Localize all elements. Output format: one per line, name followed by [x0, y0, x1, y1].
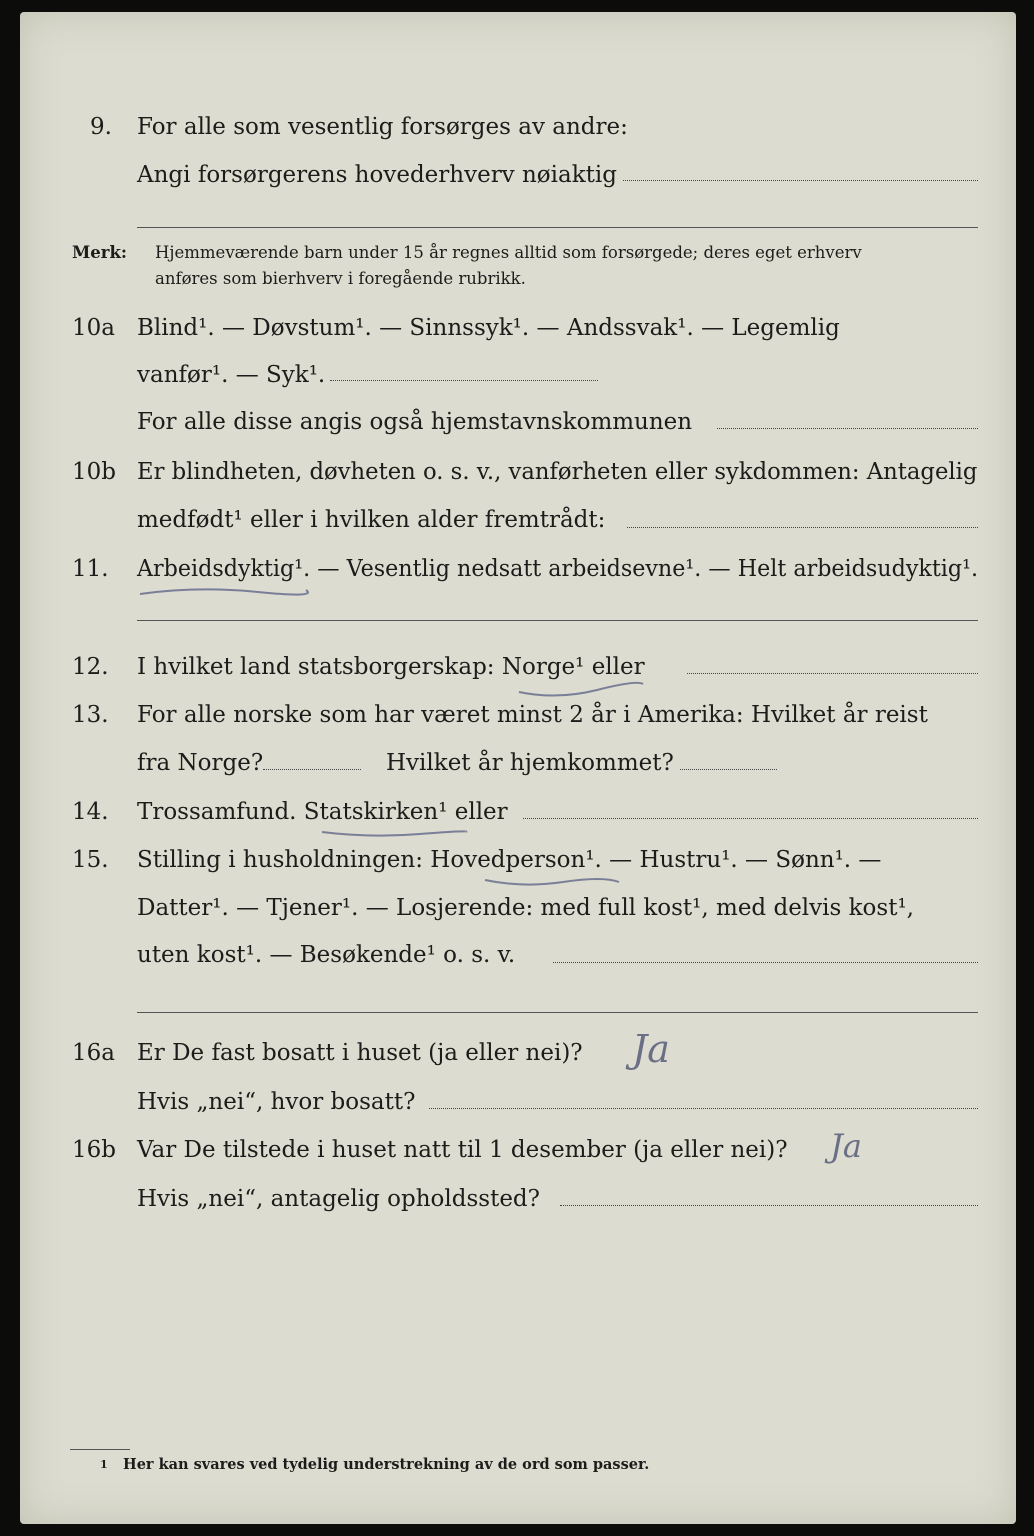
- q10a-line1: Blind¹. — Døvstum¹. — Sinnssyk¹. — Andssvak¹. — Legemlig: [137, 315, 840, 341]
- merk-line2: anføres som bierhverv i foregående rubrikk.: [155, 269, 526, 288]
- q10b-number: 10b: [72, 459, 116, 485]
- q12-handwritten-underline: [517, 678, 647, 700]
- footnote-text: Her kan svares ved tydelig understrekning av de ord som passer.: [123, 1456, 650, 1473]
- q10b-line1: Er blindheten, døvheten o. s. v., vanførheten eller sykdommen: Antagelig: [137, 459, 978, 485]
- footnote-mark: 1: [100, 1458, 108, 1471]
- merk-line1: Hjemmeværende barn under 15 år regnes alltid som forsørgede; deres eget erhverv: [155, 243, 862, 262]
- q16b-line2: Hvis „nei“, antagelig opholdssted?: [137, 1186, 540, 1212]
- q15-number: 15.: [72, 847, 109, 873]
- q9-line2: Angi forsørgerens hovederhverv nøiaktig: [137, 162, 617, 188]
- q15-line2: Datter¹. — Tjener¹. — Losjerende: med full kost¹, med delvis kost¹,: [137, 895, 914, 921]
- q16a-line2: Hvis „nei“, hvor bosatt?: [137, 1089, 416, 1115]
- q14-handwritten-underline: [320, 822, 470, 842]
- q11-answer-line[interactable]: [137, 620, 978, 621]
- q14-line1: Trossamfund. Statskirken¹ eller: [137, 799, 508, 825]
- q15-answer-line[interactable]: [553, 962, 978, 963]
- q13-line1: For alle norske som har været minst 2 år i Amerika: Hvilket år reist: [137, 702, 928, 728]
- q12-line1: I hvilket land statsborgerskap: Norge¹ eller: [137, 654, 645, 680]
- q15-answer-line-2[interactable]: [137, 1012, 978, 1013]
- q11-number: 11.: [72, 556, 109, 582]
- q10b-answer-line[interactable]: [627, 527, 978, 528]
- q11-handwritten-underline: [138, 582, 308, 602]
- q16b-handwritten-answer: Ja: [830, 1127, 862, 1165]
- q11-line1: Arbeidsdyktig¹. — Vesentlig nedsatt arbeidsevne¹. — Helt arbeidsudyktig¹.: [137, 556, 979, 582]
- q10a-kommune-line[interactable]: [717, 428, 978, 429]
- q10a-answer-line[interactable]: [330, 380, 598, 381]
- census-form-page: [20, 12, 1016, 1524]
- merk-label: Merk:: [72, 243, 127, 262]
- q9-answer-line-2[interactable]: [137, 227, 978, 228]
- q12-number: 12.: [72, 654, 109, 680]
- q9-answer-line[interactable]: [623, 180, 978, 181]
- q10b-line2: medfødt¹ eller i hvilken alder fremtrådt:: [137, 507, 606, 533]
- q10a-line3: For alle disse angis også hjemstavnskommunen: [137, 409, 693, 435]
- q14-answer-line[interactable]: [523, 818, 978, 819]
- q9-number: 9.: [90, 114, 112, 140]
- footnote-rule: [70, 1449, 130, 1450]
- q10a-number: 10a: [72, 315, 115, 341]
- q16b-opholdssted-line[interactable]: [560, 1205, 978, 1206]
- q16a-number: 16a: [72, 1040, 115, 1066]
- q15-line1: Stilling i husholdningen: Hovedperson¹. — Hustru¹. — Sønn¹. —: [137, 847, 882, 873]
- q10a-line2: vanfør¹. — Syk¹.: [137, 362, 326, 388]
- q15-handwritten-underline: [483, 870, 623, 892]
- q13-reist-line[interactable]: [263, 769, 361, 770]
- q13-line2b: Hvilket år hjemkommet?: [386, 750, 674, 776]
- q15-line3: uten kost¹. — Besøkende¹ o. s. v.: [137, 942, 516, 968]
- q13-hjemkommet-line[interactable]: [680, 769, 777, 770]
- q9-line1: For alle som vesentlig forsørges av andre:: [137, 114, 628, 140]
- q13-line2a: fra Norge?: [137, 750, 264, 776]
- q16a-bosatt-line[interactable]: [429, 1108, 978, 1109]
- q13-number: 13.: [72, 702, 109, 728]
- q16b-line1: Var De tilstede i huset natt til 1 desember (ja eller nei)?: [137, 1137, 788, 1163]
- q16a-line1: Er De fast bosatt i huset (ja eller nei)?: [137, 1040, 583, 1066]
- q14-number: 14.: [72, 799, 109, 825]
- q16a-handwritten-answer: Ja: [632, 1027, 670, 1071]
- q12-answer-line[interactable]: [687, 673, 978, 674]
- q16b-number: 16b: [72, 1137, 116, 1163]
